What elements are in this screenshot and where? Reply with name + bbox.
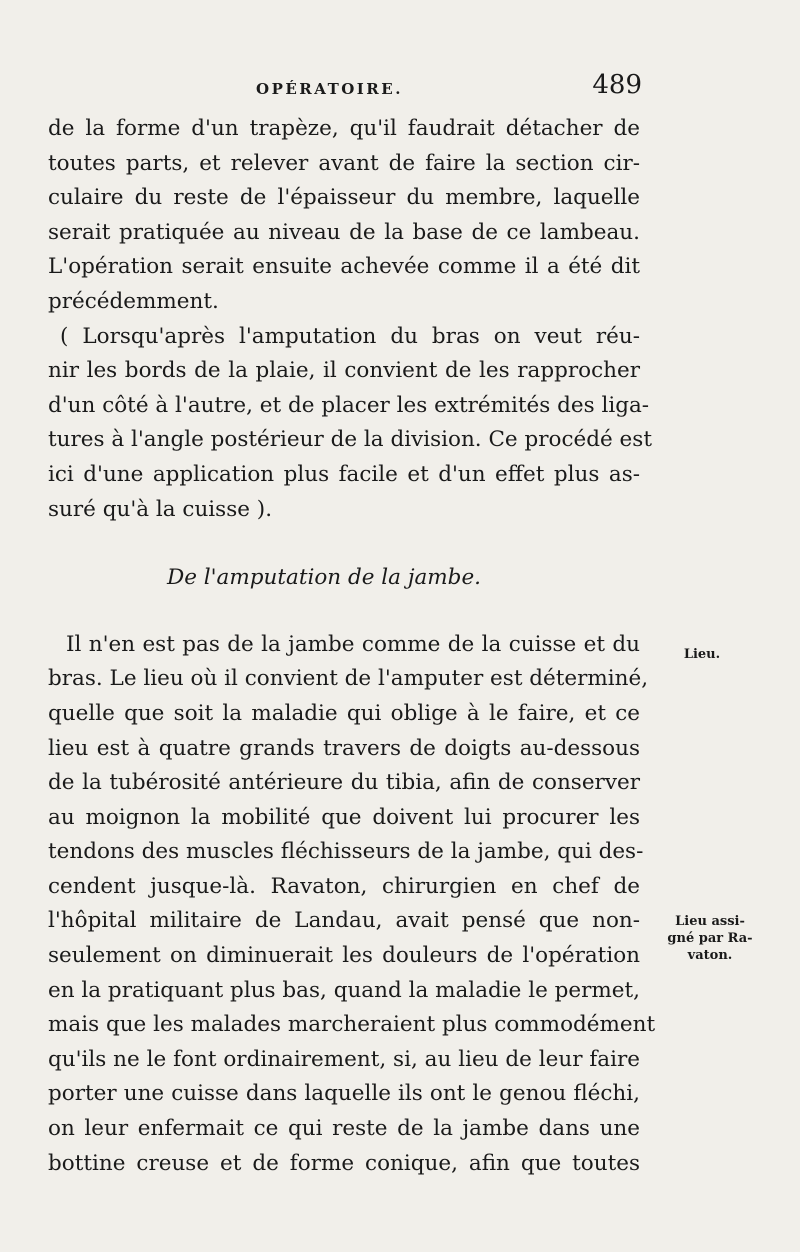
text-line: qu'ils ne le font ordinairement, si, au lieu de leur faire <box>48 1046 640 1072</box>
text-line: ici d'une application plus facile et d'un effet plus as- <box>48 461 640 487</box>
section-title: De l'amputation de la jambe. <box>166 565 482 591</box>
paragraph-1 <box>48 112 640 320</box>
text-line: L'opération serait ensuite achevée comme il a été dit <box>48 254 640 280</box>
body-text <box>48 112 656 1181</box>
text-line: bottine creuse et de forme conique, afin que toutes <box>48 1150 640 1176</box>
text-line: mais que les malades marcheraient plus commodément <box>48 1012 656 1038</box>
margin-note-line: gné par Ra- <box>667 931 753 946</box>
paragraph-3 <box>48 628 656 1182</box>
running-title: OPÉRATOIRE. <box>256 80 403 98</box>
text-line: on leur enfermait ce qui reste de la jambe dans une <box>48 1116 640 1142</box>
page-number: 489 <box>592 70 642 100</box>
text-line: au moignon la mobilité que doivent lui procurer les <box>48 804 640 830</box>
margin-note-lieu: Lieu. <box>683 647 721 662</box>
text-line: précédemment. <box>48 288 219 314</box>
margin-note-line: vaton. <box>687 948 733 963</box>
text-line: porter une cuisse dans laquelle ils ont le genou fléchi, <box>48 1081 640 1107</box>
margin-note-line: Lieu assi- <box>675 914 745 929</box>
margin-note-ravaton <box>655 913 765 964</box>
text-line: bras. Le lieu où il convient de l'amputer est déterminé, <box>48 666 649 692</box>
text-line: toutes parts, et relever avant de faire la section cir- <box>48 150 640 176</box>
text-line: en la pratiquant plus bas, quand la maladie le permet, <box>48 977 640 1003</box>
text-line: culaire du reste de l'épaisseur du membre, laquelle <box>48 185 640 211</box>
text-line: nir les bords de la plaie, il convient de les rapprocher <box>48 358 640 384</box>
text-line: seulement on diminuerait les douleurs de l'opération <box>48 943 640 969</box>
text-line: l'hôpital militaire de Landau, avait pensé que non- <box>48 908 640 934</box>
text-line: tures à l'angle postérieur de la division. Ce procédé est <box>48 427 652 453</box>
page-header <box>48 70 642 110</box>
text-line: suré qu'à la cuisse ). <box>48 496 273 522</box>
text-line: ( Lorsqu'après l'amputation du bras on veut réu- <box>60 323 640 349</box>
text-line: tendons des muscles fléchisseurs de la jambe, qui des- <box>48 839 644 865</box>
text-line: cendent jusque-là. Ravaton, chirurgien en chef de <box>48 873 640 899</box>
text-line: quelle que soit la maladie qui oblige à le faire, et ce <box>48 700 640 726</box>
text-line: serait pratiquée au niveau de la base de ce lambeau. <box>48 219 640 245</box>
text-line: d'un côté à l'autre, et de placer les extrémités des liga- <box>48 392 650 418</box>
text-line: Il n'en est pas de la jambe comme de la cuisse et du <box>66 631 640 657</box>
text-line: lieu est à quatre grands travers de doigts au-dessous <box>48 735 640 761</box>
text-line: de la tubérosité antérieure du tibia, afin de conserver <box>48 770 640 796</box>
paragraph-2 <box>48 320 652 528</box>
text-line: de la forme d'un trapèze, qu'il faudrait détacher de <box>48 116 640 141</box>
